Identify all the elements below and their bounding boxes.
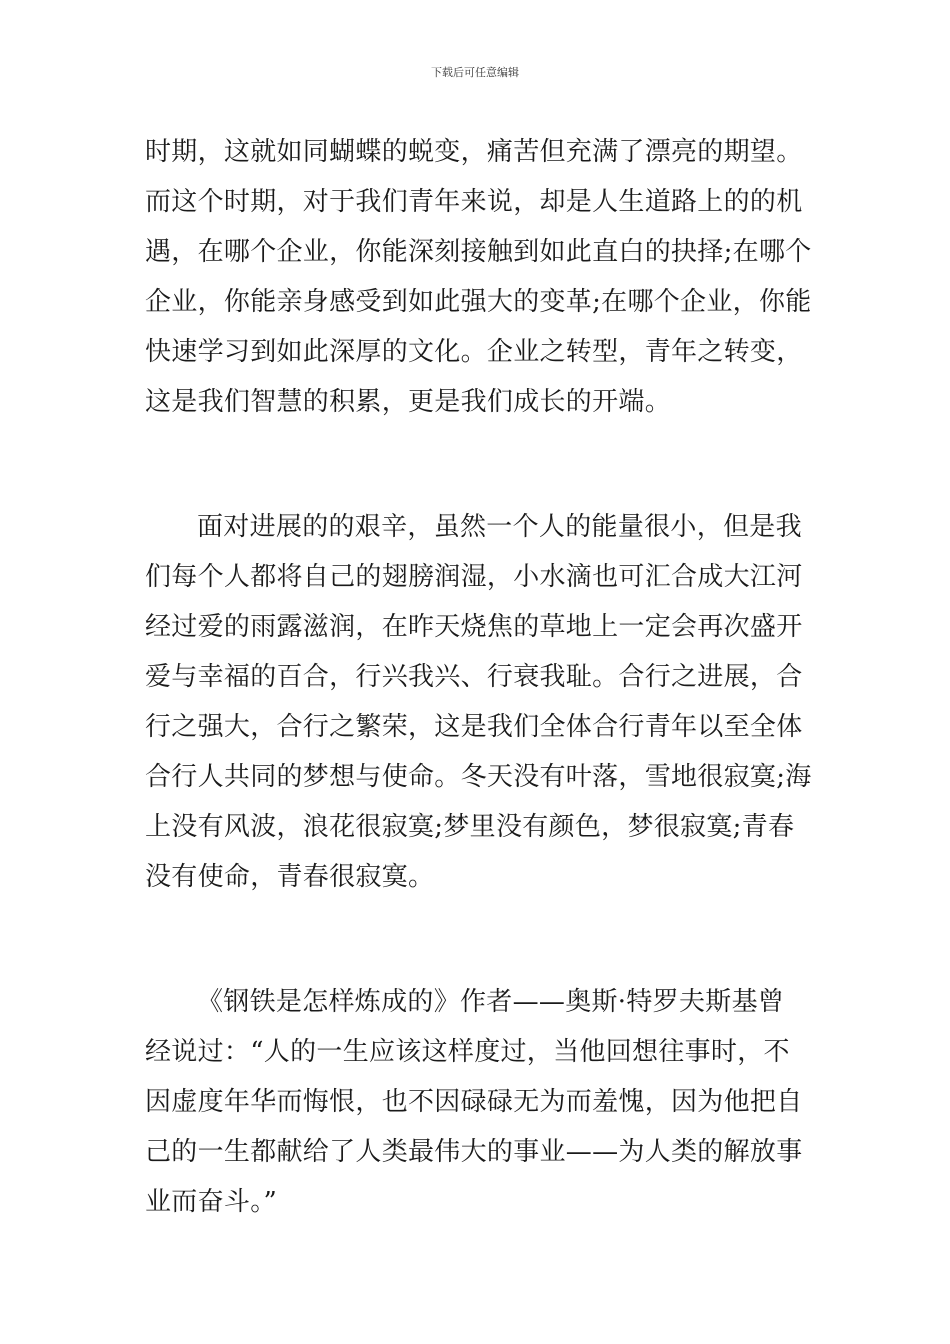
- paragraph-1: [145, 127, 812, 427]
- text-line: 因虚度年华而悔恨，也不因碌碌无为而羞愧，因为他把自: [145, 1087, 803, 1117]
- text-line: 上没有风波，浪花很寂寞;梦里没有颜色，梦很寂寞;青春: [145, 812, 795, 842]
- text-line: 业而奋斗。”: [145, 1187, 278, 1217]
- text-line: 们每个人都将自己的翅膀润湿，小水滴也可汇合成大江河: [145, 562, 803, 592]
- text-line: 快速学习到如此深厚的文化。企业之转型，青年之转变，: [145, 337, 803, 367]
- page-header: 下载后可任意编辑: [431, 66, 519, 79]
- text-line: 时期，这就如同蝴蝶的蜕变，痛苦但充满了漂亮的期望。: [145, 137, 803, 167]
- text-line: 己的一生都献给了人类最伟大的事业——为人类的解放事: [145, 1137, 803, 1167]
- text-line: 合行人共同的梦想与使命。冬天没有叶落，雪地很寂寞;海: [145, 762, 812, 792]
- text-line: 遇，在哪个企业，你能深刻接触到如此直白的抉择;在哪个: [145, 237, 812, 267]
- text-line: 没有使命，青春很寂寞。: [145, 862, 435, 892]
- text-line: 面对进展的的艰辛，虽然一个人的能量很小，但是我: [197, 512, 802, 542]
- text-line: 经过爱的雨露滋润，在昨天烧焦的草地上一定会再次盛开: [145, 612, 803, 642]
- text-line: 《钢铁是怎样炼成的》作者——奥斯·特罗夫斯基曾: [197, 987, 785, 1017]
- document-body: [145, 127, 812, 1227]
- text-line: 而这个时期，对于我们青年来说，却是人生道路上的的机: [145, 187, 803, 217]
- text-line: 经说过：“人的一生应该这样度过，当他回想往事时，不: [145, 1037, 790, 1067]
- paragraph-spacer: [145, 902, 807, 977]
- paragraph-spacer: [145, 427, 807, 502]
- text-line: 这是我们智慧的积累，更是我们成长的开端。: [145, 387, 672, 417]
- paragraph-3: [145, 977, 807, 1227]
- text-line: 企业，你能亲身感受到如此强大的变革;在哪个企业，你能: [145, 287, 812, 317]
- text-line: 行之强大，合行之繁荣，这是我们全体合行青年以至全体: [145, 712, 803, 742]
- paragraph-2: [145, 502, 812, 902]
- text-line: 爱与幸福的百合，行兴我兴、行衰我耻。合行之进展，合: [145, 662, 803, 692]
